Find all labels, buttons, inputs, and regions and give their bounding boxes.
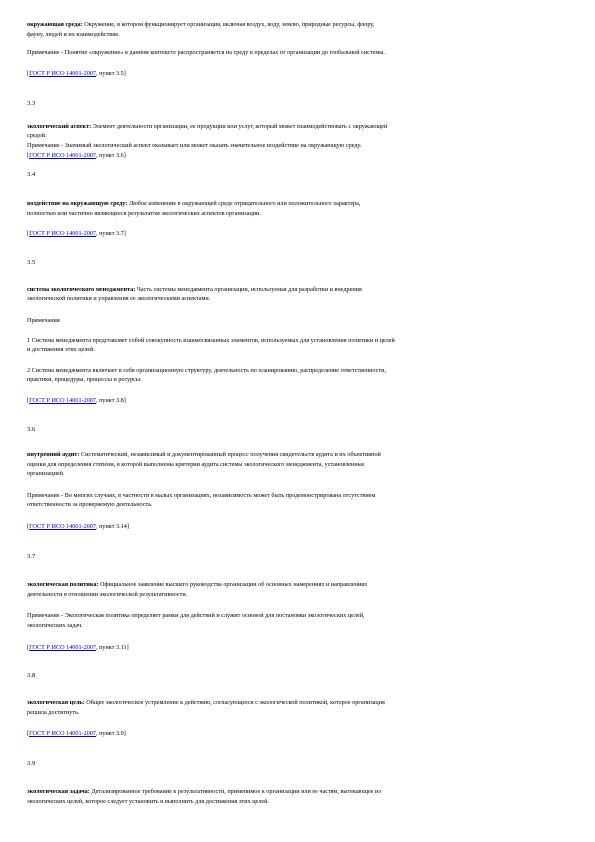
- reference-line: [ГОСТ Р ИСО 14001-2007, пункт 3.6]: [27, 152, 126, 159]
- section-number: 3.3: [27, 100, 36, 107]
- gost-reference-link[interactable]: ГОСТ Р ИСО 14001-2007: [29, 230, 96, 237]
- term: воздействие на окружающую среду:: [27, 200, 128, 207]
- definition-line: внутренний аудит: Систематический, независимый и документированный процесс получения свидетельств аудита и их объективной: [27, 451, 381, 458]
- reference-line: [ГОСТ Р ИСО 14001-2007, пункт 3.9]: [27, 730, 126, 737]
- gost-reference-link[interactable]: ГОСТ Р ИСО 14001-2007: [29, 152, 96, 159]
- term: экологическая политика:: [27, 581, 99, 588]
- note-line: 1 Система менеджмента представляет собой совокупность взаимосвязанных элементов, используемых для установления политики и целей: [27, 337, 395, 344]
- reference-line: [ГОСТ Р ИСО 14001-2007, пункт 3.14]: [27, 523, 129, 530]
- definition-line: экологическая задача: Детализированное требование к результативности, применимое к организации или ее частям, вытекающее из: [27, 788, 381, 795]
- reference-line: [ГОСТ Р ИСО 14001-2007, пункт 3.8]: [27, 397, 126, 404]
- section-number: 3.9: [27, 760, 36, 767]
- definition-line: оценки для определения степени, в которой выполнены критерии аудита системы экологического менеджмента, установленные: [27, 461, 365, 468]
- note-line: ответственности за проверяемую деятельность.: [27, 501, 153, 508]
- definition-line: деятельности в отношении экологической результативности.: [27, 591, 188, 598]
- definition-line: экологическая цель: Общее экологическое устремление к действию, согласующееся с экологической политикой, которое организация: [27, 699, 385, 706]
- section-number: 3.4: [27, 171, 36, 178]
- reference-line: [ГОСТ Р ИСО 14001-2007, пункт 3.7]: [27, 230, 126, 237]
- definition-line: экологическая политика: Официальное заявление высшего руководства организации об основных намерениях и направлениях: [27, 581, 368, 588]
- note-line: 2 Система менеджмента включает в себя организационную структуру, деятельность по планированию, распределение ответственности,: [27, 367, 386, 374]
- notes-label: Примечания: [27, 317, 60, 324]
- definition-line: окружающая среда: Окружение, в котором функционирует организация, включая воздух, воду, землю, природные ресурсы, флору,: [27, 21, 375, 28]
- definition-line: средой.: [27, 132, 47, 139]
- term: экологическая задача:: [27, 788, 90, 795]
- section-number: 3.5: [27, 259, 36, 266]
- note-line: Примечание - Значимый экологический аспект оказывает или может оказать значительное воздействие на окружающую среду.: [27, 142, 362, 149]
- term: экологическая цель:: [27, 699, 85, 706]
- term: экологический аспект:: [27, 123, 92, 130]
- section-number: 3.6: [27, 426, 36, 433]
- note-line: экологических задач.: [27, 622, 83, 629]
- gost-reference-link[interactable]: ГОСТ Р ИСО 14001-2007: [29, 397, 96, 404]
- gost-reference-link[interactable]: ГОСТ Р ИСО 14001-2007: [29, 730, 96, 737]
- definition-line: экологической политики и управления ее экологическими аспектами.: [27, 295, 211, 302]
- definition-line: воздействие на окружающую среду: Любое изменение в окружающей среде отрицательного или положительного характера,: [27, 200, 361, 207]
- gost-reference-link[interactable]: ГОСТ Р ИСО 14001-2007: [29, 70, 96, 77]
- note-line: Примечание - Экологическая политика определяет рамки для действий и служит основой для постановки экологических целей,: [27, 612, 365, 619]
- definition-line: система экологического менеджмента: Часть системы менеджмента организации, используемая для разработки и внедрения: [27, 286, 362, 293]
- note-line: и достижения этих целей.: [27, 346, 96, 353]
- definition-line: полностью или частично являющееся результатом экологических аспектов организации.: [27, 210, 261, 217]
- section-number: 3.8: [27, 672, 36, 679]
- term: внутренний аудит:: [27, 451, 80, 458]
- definition-line: фауну, людей и их взаимодействие.: [27, 31, 120, 38]
- gost-reference-link[interactable]: ГОСТ Р ИСО 14001-2007: [29, 644, 96, 651]
- definition-line: решила достигнуть.: [27, 709, 80, 716]
- gost-reference-link[interactable]: ГОСТ Р ИСО 14001-2007: [29, 523, 96, 530]
- note-line: практики, процедуры, процессы и ресурсы.: [27, 376, 142, 383]
- reference-line: [ГОСТ Р ИСО 14001-2007, пункт 3.5]: [27, 70, 126, 77]
- definition-line: экологических целей, которое следует установить и выполнить для достижения этих целей.: [27, 798, 269, 805]
- note-line: Примечание - Во многих случаях, в частности в малых организациях, независимость может быть продемонстрирована отсутствием: [27, 492, 376, 499]
- term: окружающая среда:: [27, 21, 83, 28]
- section-number: 3.7: [27, 553, 36, 560]
- note-line: Примечание - Понятие «окружение» в данном контексте распространяется на среду в пределах от организации до глобальной системы.: [27, 49, 385, 56]
- term: система экологического менеджмента:: [27, 286, 136, 293]
- definition-line: экологический аспект: Элемент деятельности организации, ее продукции или услуг, который может взаимодействовать с окружающей: [27, 123, 388, 130]
- definition-line: организацией.: [27, 470, 65, 477]
- reference-line: [ГОСТ Р ИСО 14001-2007, пункт 3.11]: [27, 644, 129, 651]
